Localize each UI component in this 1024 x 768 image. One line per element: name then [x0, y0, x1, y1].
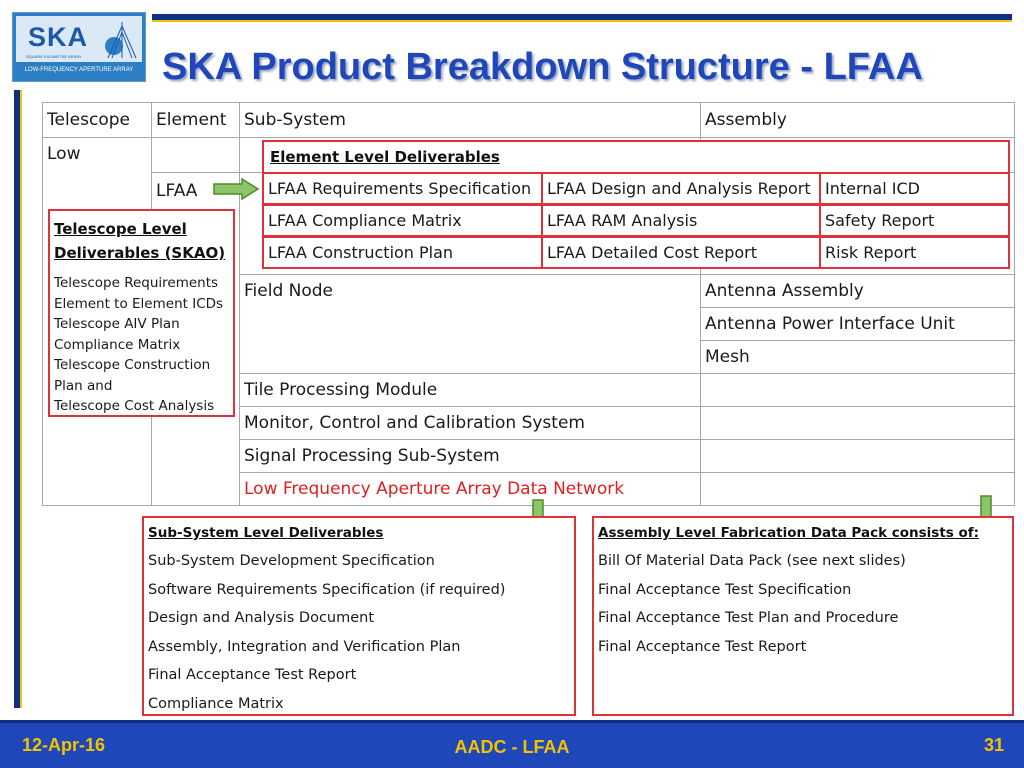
footer-date: 12-Apr-16	[22, 735, 106, 755]
eld-construction-plan: LFAA Construction Plan	[262, 236, 543, 269]
page-number: 31	[983, 735, 1004, 755]
list-item: Telescope Requirements	[54, 275, 219, 291]
assembly-cell-empty	[701, 440, 1015, 473]
element-deliverables-title: Element Level Deliverables	[270, 148, 500, 166]
subsystem-tpm: Tile Processing Module	[240, 374, 701, 407]
subsystem-sps: Signal Processing Sub-System	[240, 440, 701, 473]
list-item: Compliance Matrix	[54, 336, 181, 353]
assembly-mesh: Mesh	[701, 341, 1015, 374]
assembly-cell-empty	[701, 374, 1015, 407]
left-accent-stripe	[20, 90, 22, 708]
eld-compliance-matrix: LFAA Compliance Matrix	[262, 204, 543, 237]
subsystem-data-network: Low Frequency Aperture Array Data Network	[240, 473, 701, 506]
assembly-antenna: Antenna Assembly	[701, 275, 1015, 308]
assembly-deliverables-box	[592, 516, 1014, 716]
footer-title: AADC - LFAA	[454, 737, 570, 757]
list-item: Final Acceptance Test Specification	[598, 581, 852, 598]
assembly-cell-empty	[701, 407, 1015, 440]
telescope-deliverables-box	[48, 209, 235, 417]
header-assembly: Assembly	[701, 103, 1015, 138]
slide-title: SKA Product Breakdown Structure - LFAA	[162, 46, 923, 88]
logo-subtitle: SQUARE KILOMETRE ARRAY	[26, 54, 82, 59]
list-item: Design and Analysis Document	[148, 610, 375, 626]
eld-cost-report: LFAA Detailed Cost Report	[541, 236, 821, 269]
list-item: Element to Element ICDs	[54, 295, 224, 312]
telescope-cell: Low	[43, 138, 152, 506]
list-item: Assembly, Integration and Verification Plan	[148, 638, 461, 655]
element-cell: LFAA	[152, 173, 240, 506]
list-item: Compliance Matrix	[148, 695, 284, 712]
table-header-row	[43, 103, 1015, 138]
subsystem-mccs: Monitor, Control and Calibration System	[240, 407, 701, 440]
assembly-cell-empty	[701, 473, 1015, 506]
subsystem-deliverables-box	[142, 516, 576, 716]
telescope-deliverables-title-1: Telescope Level	[54, 220, 187, 238]
footer-stripe	[0, 720, 1024, 723]
logo-panel	[16, 16, 142, 62]
eld-safety-report: Safety Report	[819, 204, 1010, 237]
list-item: Plan and	[54, 377, 113, 394]
ska-logo	[12, 12, 146, 82]
list-item: Final Acceptance Test Plan and Procedure	[598, 610, 899, 626]
list-item: Sub-System Development Specification	[148, 553, 435, 569]
subsystem-deliverables-title: Sub-System Level Deliverables	[148, 525, 384, 541]
list-item: Final Acceptance Test Report	[148, 667, 357, 683]
list-item: Telescope AIV Plan	[54, 316, 180, 332]
list-item: Telescope Cost Analysis	[54, 398, 215, 414]
logo-text: SKA	[28, 22, 89, 52]
antenna-icon	[100, 18, 140, 60]
right-arrow-icon	[212, 177, 262, 201]
assembly-deliverables-title: Assembly Level Fabrication Data Pack consists of:	[598, 525, 980, 541]
telescope-deliverables-title-2: Deliverables (SKAO)	[54, 244, 226, 262]
header-subsystem: Sub-System	[240, 103, 701, 138]
header-element: Element	[152, 103, 240, 138]
eld-design-report: LFAA Design and Analysis Report	[541, 172, 821, 205]
subsystem-field-node: Field Node	[240, 275, 701, 374]
header-telescope: Telescope	[43, 103, 152, 138]
eld-requirements-spec: LFAA Requirements Specification	[262, 172, 543, 205]
logo-footer-text: LOW-FREQUENCY APERTURE ARRAY	[24, 67, 134, 73]
eld-ram-analysis: LFAA RAM Analysis	[541, 204, 821, 237]
element-cell-empty	[152, 138, 240, 173]
assembly-apiu: Antenna Power Interface Unit	[701, 308, 1015, 341]
top-accent-stripe	[152, 20, 1012, 22]
eld-risk-report: Risk Report	[819, 236, 1010, 269]
eld-internal-icd: Internal ICD	[819, 172, 1010, 205]
list-item: Telescope Construction	[54, 357, 211, 373]
list-item: Final Acceptance Test Report	[598, 638, 807, 655]
list-item: Bill Of Material Data Pack (see next slides)	[598, 553, 906, 569]
list-item: Software Requirements Specification (if required)	[148, 581, 506, 598]
